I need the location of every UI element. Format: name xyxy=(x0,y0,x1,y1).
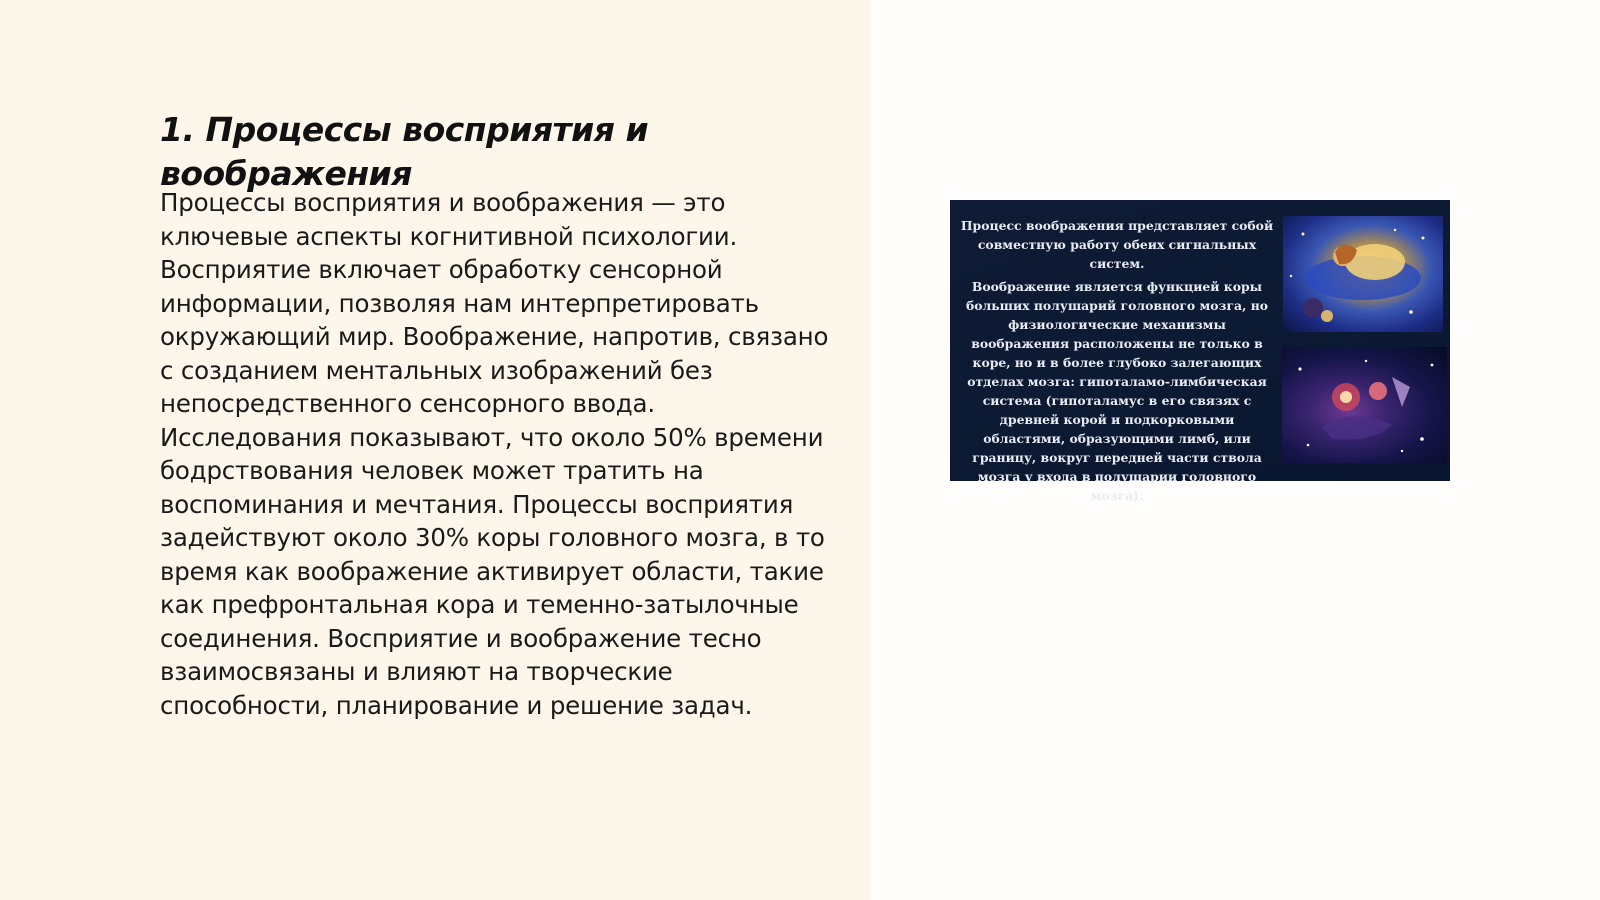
cosmic-brain-photo xyxy=(1282,347,1447,463)
illustration-paragraph-1: Процесс воображения представляет собой совместную работу обеих сигнальных систем. xyxy=(960,218,1274,271)
slide-title: 1. Процессы восприятия и воображения xyxy=(160,110,649,193)
illustration-text xyxy=(958,216,1276,509)
illustration-paragraph-2: Воображение является функцией коры больших полушарий головного мозга, но физиологические механизмы воображения расположены не только в коре, но и в более глубоко залегающих отделах мозга: гипоталамо-лимбическая система (гипоталамус в его связях с древней корой и подкорковыми областями, образующими лимб, или границу, вокруг передней части ствола мозга у входа в полушарии головного мозга). xyxy=(965,279,1269,503)
dreaming-woman-photo xyxy=(1283,216,1443,332)
dreaming-woman-drawing xyxy=(1283,216,1443,332)
illustration-image xyxy=(950,200,1450,503)
cosmic-brain-drawing xyxy=(1282,347,1447,463)
slide-body-text: Процессы восприятия и воображения — это ключевые аспекты когнитивной психологии. Восприятие включает обработку сенсорной информации, позволяя нам интерпретировать окружающий мир. Воображение, напротив, связано с созданием ментальных изображений без непосредственного сенсорного ввода. Исследования показывают, что около 50% времени бодрствования человек может тратить на воспоминания и мечтания. Процессы восприятия задействуют около 30% коры головного мозга, в то время как воображение активирует области, такие как префронтальная кора и теменно-затылочные соединения. Восприятие и воображение тесно взаимосвязаны и влияют на творческие способности, планирование и решение задач. xyxy=(160,188,829,720)
